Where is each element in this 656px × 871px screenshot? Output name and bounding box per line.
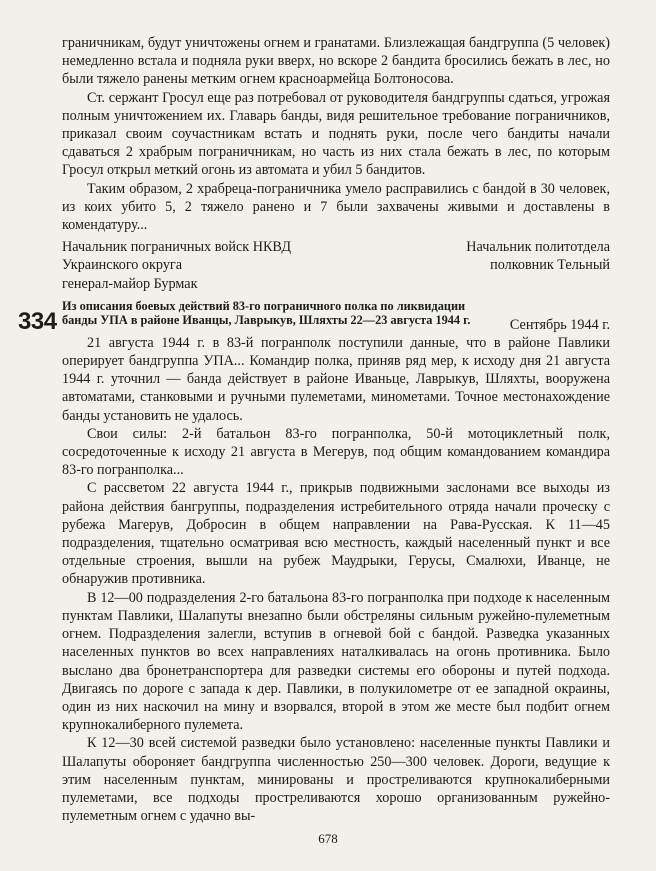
paragraph: граничникам, будут уничтожены огнем и гранатами. Близлежащая бандгруппа (5 человек) немедленно встала и подняла руки вверх, но вскоре 2 бандита бросились бежать в лес, но были тяжело ранены метким огнем красноармейца Болтоносова. (62, 35, 610, 88)
signature-left: Начальник пограничных войск НКВД Украинского округа генерал-майор Бурмак (62, 239, 292, 292)
document-number: 334 (18, 308, 57, 335)
paragraph: Свои силы: 2-й батальон 83-го погранполка, 50-й мотоциклетный полк, сосредоточенные к исходу 21 августа в Мегерув, под общим командованием командира 83-го погранполка... (62, 425, 610, 479)
paragraph: С рассветом 22 августа 1944 г., прикрыв подвижными заслонами все выходы из района действия бангруппы, подразделения истребительного отряда начали проческу с рубежа Магерув, Добросин в общем направлении на Рава-Русская. К 11—45 подразделения, тщательно осматривая всю местность, каждый населенный пункт и все отдельные строения, вышли на рубеж Маудрыки, Герусы, Смалюхи, Иванце, не обнаружив противника. (62, 480, 610, 588)
paragraph: В 12—00 подразделения 2-го батальона 83-го погранполка при подходе к населенным пунктам Павлики, Шалапуты внезапно были обстреляны сильным ружейно-пулеметным огнем. Подразделения залегли, вступив в огневой бой с бандой. Разведка указанных населенных пунктов во всех направлениях наталкивалась на огонь противника. Было выслано два бронетранспортера для разведки системы его обороны и путей подхода. Двигаясь по дороге с запада к дер. Павлики, в полукилометре от ее западной окраины, один из них наскочил на мину и взорвался, второй в этом же месте был подбит огнем крупнокалиберного пулемета. (62, 589, 610, 734)
signature-block (62, 238, 610, 293)
document-body (62, 334, 610, 825)
paragraph: Таким образом, 2 храбреца-пограничника умело расправились с бандой в 30 человек, из коих убито 5, 2 тяжело ранено и 7 были захвачены живыми и доставлены в комендатуру... (62, 180, 610, 234)
document-title: Из описания боевых действий 83-го пограничного полка по ликвидации банды УПА в районе Иванцы, Лаврыкув, Шляхты 22—23 августа 1944 г. (62, 298, 471, 328)
paragraph: К 12—30 всей системой разведки было установлено: населенные пункты Павлики и Шалапуты обороняет бандгруппа численностью 250—300 человек. Дороги, ведущие к этим населенным пунктам, минированы и простреливаются крупнокалиберными пулеметами, все подходы простреливаются хорошо организованным ружейно-пулеметным огнем с удачно вы- (62, 735, 610, 825)
signature-right: Начальник политотдела полковник Тельный (466, 239, 610, 274)
previous-document-text (62, 34, 610, 234)
text-column (62, 34, 610, 825)
paragraph: 21 августа 1944 г. в 83-й погранполк поступили данные, что в районе Павлики оперирует бандгруппа УПА... Командир полка, приняв ряд мер, к исходу дня 21 августа 1944 г. уточнил — банда действует в районе Иваньце, Лаврыкув, Шляхты, вооружена автоматами, станковыми и ручными пулеметами, минометами. Точное местонахождение банды установить не удалось. (62, 334, 610, 424)
page-number: 678 (318, 831, 338, 846)
document-date: Сентябрь 1944 г. (509, 316, 610, 333)
paragraph: Ст. сержант Гросул еще раз потребовал от руководителя бандгруппы сдаться, угрожая полным уничтожением их. Главарь банды, видя решительное требование пограничников, приказал своим соучастникам встать и поднять руки, после чего бандиты начали сдаваться 2 храбрым пограничникам, но часть из них стала бежать в лес, по которым Гросул открыл меткий огонь из автомата и убил 5 бандитов. (62, 89, 610, 179)
